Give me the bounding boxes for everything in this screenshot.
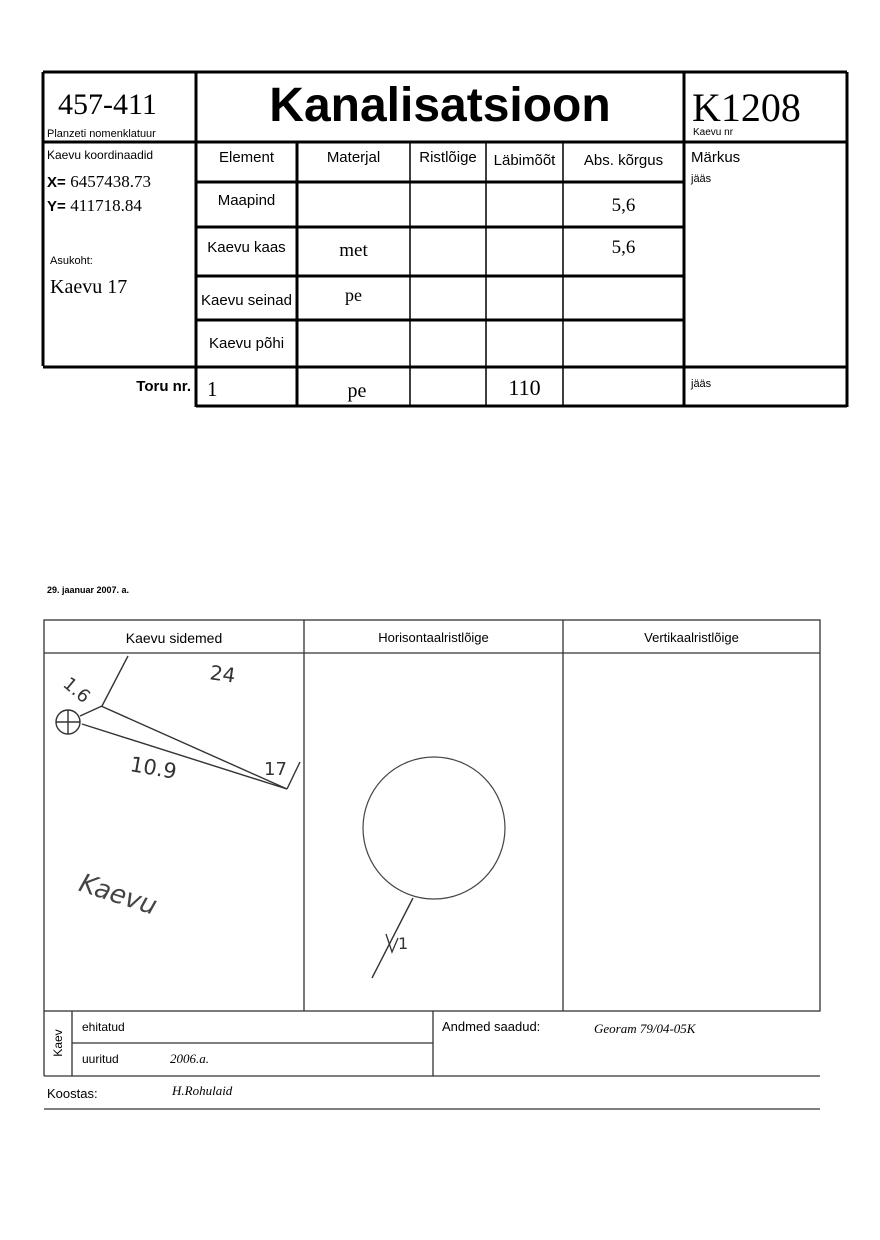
col-header-remark: Märkus	[691, 149, 741, 166]
compiled-label: Koostas:	[47, 1086, 98, 1101]
pipe-diameter: 110	[508, 375, 541, 400]
nomenclature-label: Planzeti nomenklatuur	[47, 128, 156, 140]
sketch-label-word: Kaevu	[75, 868, 161, 922]
row-element: Kaevu kaas	[207, 239, 286, 256]
row-element: Kaevu seinad	[201, 292, 292, 309]
sketch-label-17: 17	[264, 759, 287, 780]
remark-main-value: jääs	[691, 173, 712, 185]
well-number-label: Kaevu nr	[693, 127, 734, 138]
coord-y-value: 411718.84	[70, 196, 142, 215]
compiled-value: H.Rohulaid	[172, 1083, 233, 1098]
col-header-section: Ristlõige	[419, 149, 477, 166]
pipe-number: 1	[207, 377, 218, 401]
row-abs-height: 5,6	[611, 195, 636, 216]
data-source-label: Andmed saadud:	[442, 1019, 541, 1034]
panel-title-vertical-section: Vertikaalristlõige	[644, 630, 739, 645]
sketch-label-1-6: 1.6	[58, 673, 95, 708]
pipe-tag-label: 1	[398, 934, 409, 953]
sketch-label-10-9: 10.9	[128, 752, 179, 784]
coord-x-row	[47, 172, 151, 192]
row-element: Maapind	[217, 192, 276, 209]
sketch-label-24: 24	[208, 660, 237, 688]
pipe-label: Toru nr.	[136, 378, 191, 395]
coord-y-row	[47, 196, 142, 216]
pipe-remark: jääs	[691, 378, 712, 390]
surveyed-value: 2006.a.	[170, 1051, 209, 1066]
panel-title-well-ties: Kaevu sidemed	[125, 630, 223, 646]
location-label: Asukoht:	[50, 255, 93, 267]
coord-x-label: X=	[47, 174, 66, 191]
row-material: met	[339, 240, 368, 261]
page-title: Kanalisatsioon	[269, 79, 611, 132]
panel-title-horizontal-section: Horisontaalristlõige	[378, 630, 489, 645]
surveyed-label: uuritud	[82, 1052, 119, 1066]
col-header-material: Materjal	[326, 149, 381, 166]
document-date: 29. jaanuar 2007. a.	[47, 585, 130, 595]
row-element: Kaevu põhi	[208, 335, 285, 352]
built-label: ehitatud	[82, 1020, 125, 1034]
well-number-value: K1208	[692, 85, 801, 130]
coordinates-label: Kaevu koordinaadid	[47, 148, 154, 162]
coord-y-label: Y=	[47, 198, 66, 215]
data-source-value: Georam 79/04-05K	[594, 1021, 696, 1036]
pipe-material: pe	[347, 380, 367, 402]
col-header-diameter: Läbimõõt	[493, 152, 556, 169]
row-abs-height: 5,6	[611, 237, 636, 258]
row-material: pe	[345, 285, 362, 305]
nomenclature-value: 457-411	[58, 88, 157, 121]
coord-x-value: 6457438.73	[70, 172, 151, 191]
footer-side-label: Kaev	[51, 1029, 65, 1057]
col-header-abs-height: Abs. kõrgus	[583, 152, 664, 169]
col-header-element: Element	[218, 149, 275, 166]
location-value: Kaevu 17	[50, 276, 128, 298]
